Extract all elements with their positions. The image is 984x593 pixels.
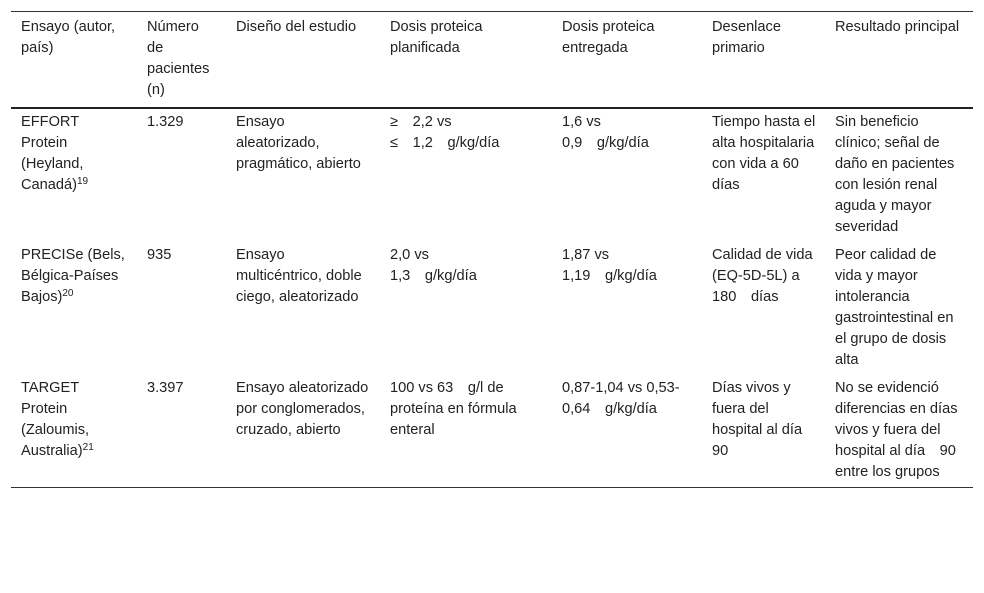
cell-primary-outcome: Tiempo hasta el alta hospitalaria con vida a 60 días	[712, 114, 820, 193]
cell-patients: 1.329	[147, 114, 184, 130]
header-planned-dose: Dosis proteica planificada	[390, 19, 487, 56]
reference-number: 20	[62, 288, 74, 299]
header-design: Diseño del estudio	[236, 19, 357, 35]
reference-number: 21	[82, 442, 94, 453]
cell-trial	[11, 375, 137, 488]
header-trial: Ensayo (autor, país)	[21, 19, 120, 56]
cell-delivered-dose: 1,87 vs 1,19 g/kg/día	[562, 247, 657, 284]
cell-main-result: Peor calidad de vida y mayor intolerancia gastrointestinal en el grupo de dosis alta	[835, 247, 958, 368]
cell-planned-dose: 100 vs 63 g/l de proteína en fórmula enteral	[390, 380, 521, 438]
header-delivered-dose: Dosis proteica entregada	[562, 19, 659, 56]
trials-table-container	[11, 11, 973, 488]
header-patients: Número de pacientes (n)	[147, 19, 214, 98]
cell-planned-dose: ≥ 2,2 vs ≤ 1,2 g/kg/día	[390, 114, 500, 151]
cell-delivered-dose: 0,87-1,04 vs 0,53- 0,64 g/kg/día	[562, 380, 680, 417]
cell-trial	[11, 242, 137, 375]
header-main-result: Resultado principal	[835, 19, 960, 35]
trial-name: PRECISe (Bels, Bélgica-Países Bajos)	[21, 247, 129, 305]
table-row	[11, 375, 973, 488]
cell-primary-outcome: Calidad de vida (EQ-5D-5L) a 180 días	[712, 247, 817, 305]
header-primary-outcome: Desenlace primario	[712, 19, 786, 56]
cell-main-result: No se evidenció diferencias en días vivos y fuera del hospital al día 90 entre los grupos	[835, 380, 962, 480]
cell-trial	[11, 108, 137, 242]
cell-design: Ensayo aleatorizado por conglomerados, cruzado, abierto	[236, 380, 373, 438]
trial-name: EFFORT Protein (Heyland, Canadá)	[21, 114, 88, 193]
cell-design: Ensayo aleatorizado, pragmático, abierto	[236, 114, 361, 172]
cell-patients: 3.397	[147, 380, 184, 396]
protein-trials-table	[11, 11, 973, 488]
cell-main-result: Sin beneficio clínico; señal de daño en pacientes con lesión renal aguda y mayor severidad	[835, 114, 959, 235]
trial-name: TARGET Protein (Zaloumis, Australia)	[21, 380, 93, 459]
cell-patients: 935	[147, 247, 172, 263]
table-row	[11, 242, 973, 375]
cell-primary-outcome: Días vivos y fuera del hospital al día 90	[712, 380, 807, 459]
cell-delivered-dose: 1,6 vs 0,9 g/kg/día	[562, 114, 649, 151]
cell-design: Ensayo multicéntrico, doble ciego, aleatorizado	[236, 247, 366, 305]
table-header-row	[11, 12, 973, 109]
reference-number: 19	[76, 176, 89, 187]
table-row	[11, 108, 973, 242]
cell-planned-dose: 2,0 vs 1,3 g/kg/día	[390, 247, 477, 284]
